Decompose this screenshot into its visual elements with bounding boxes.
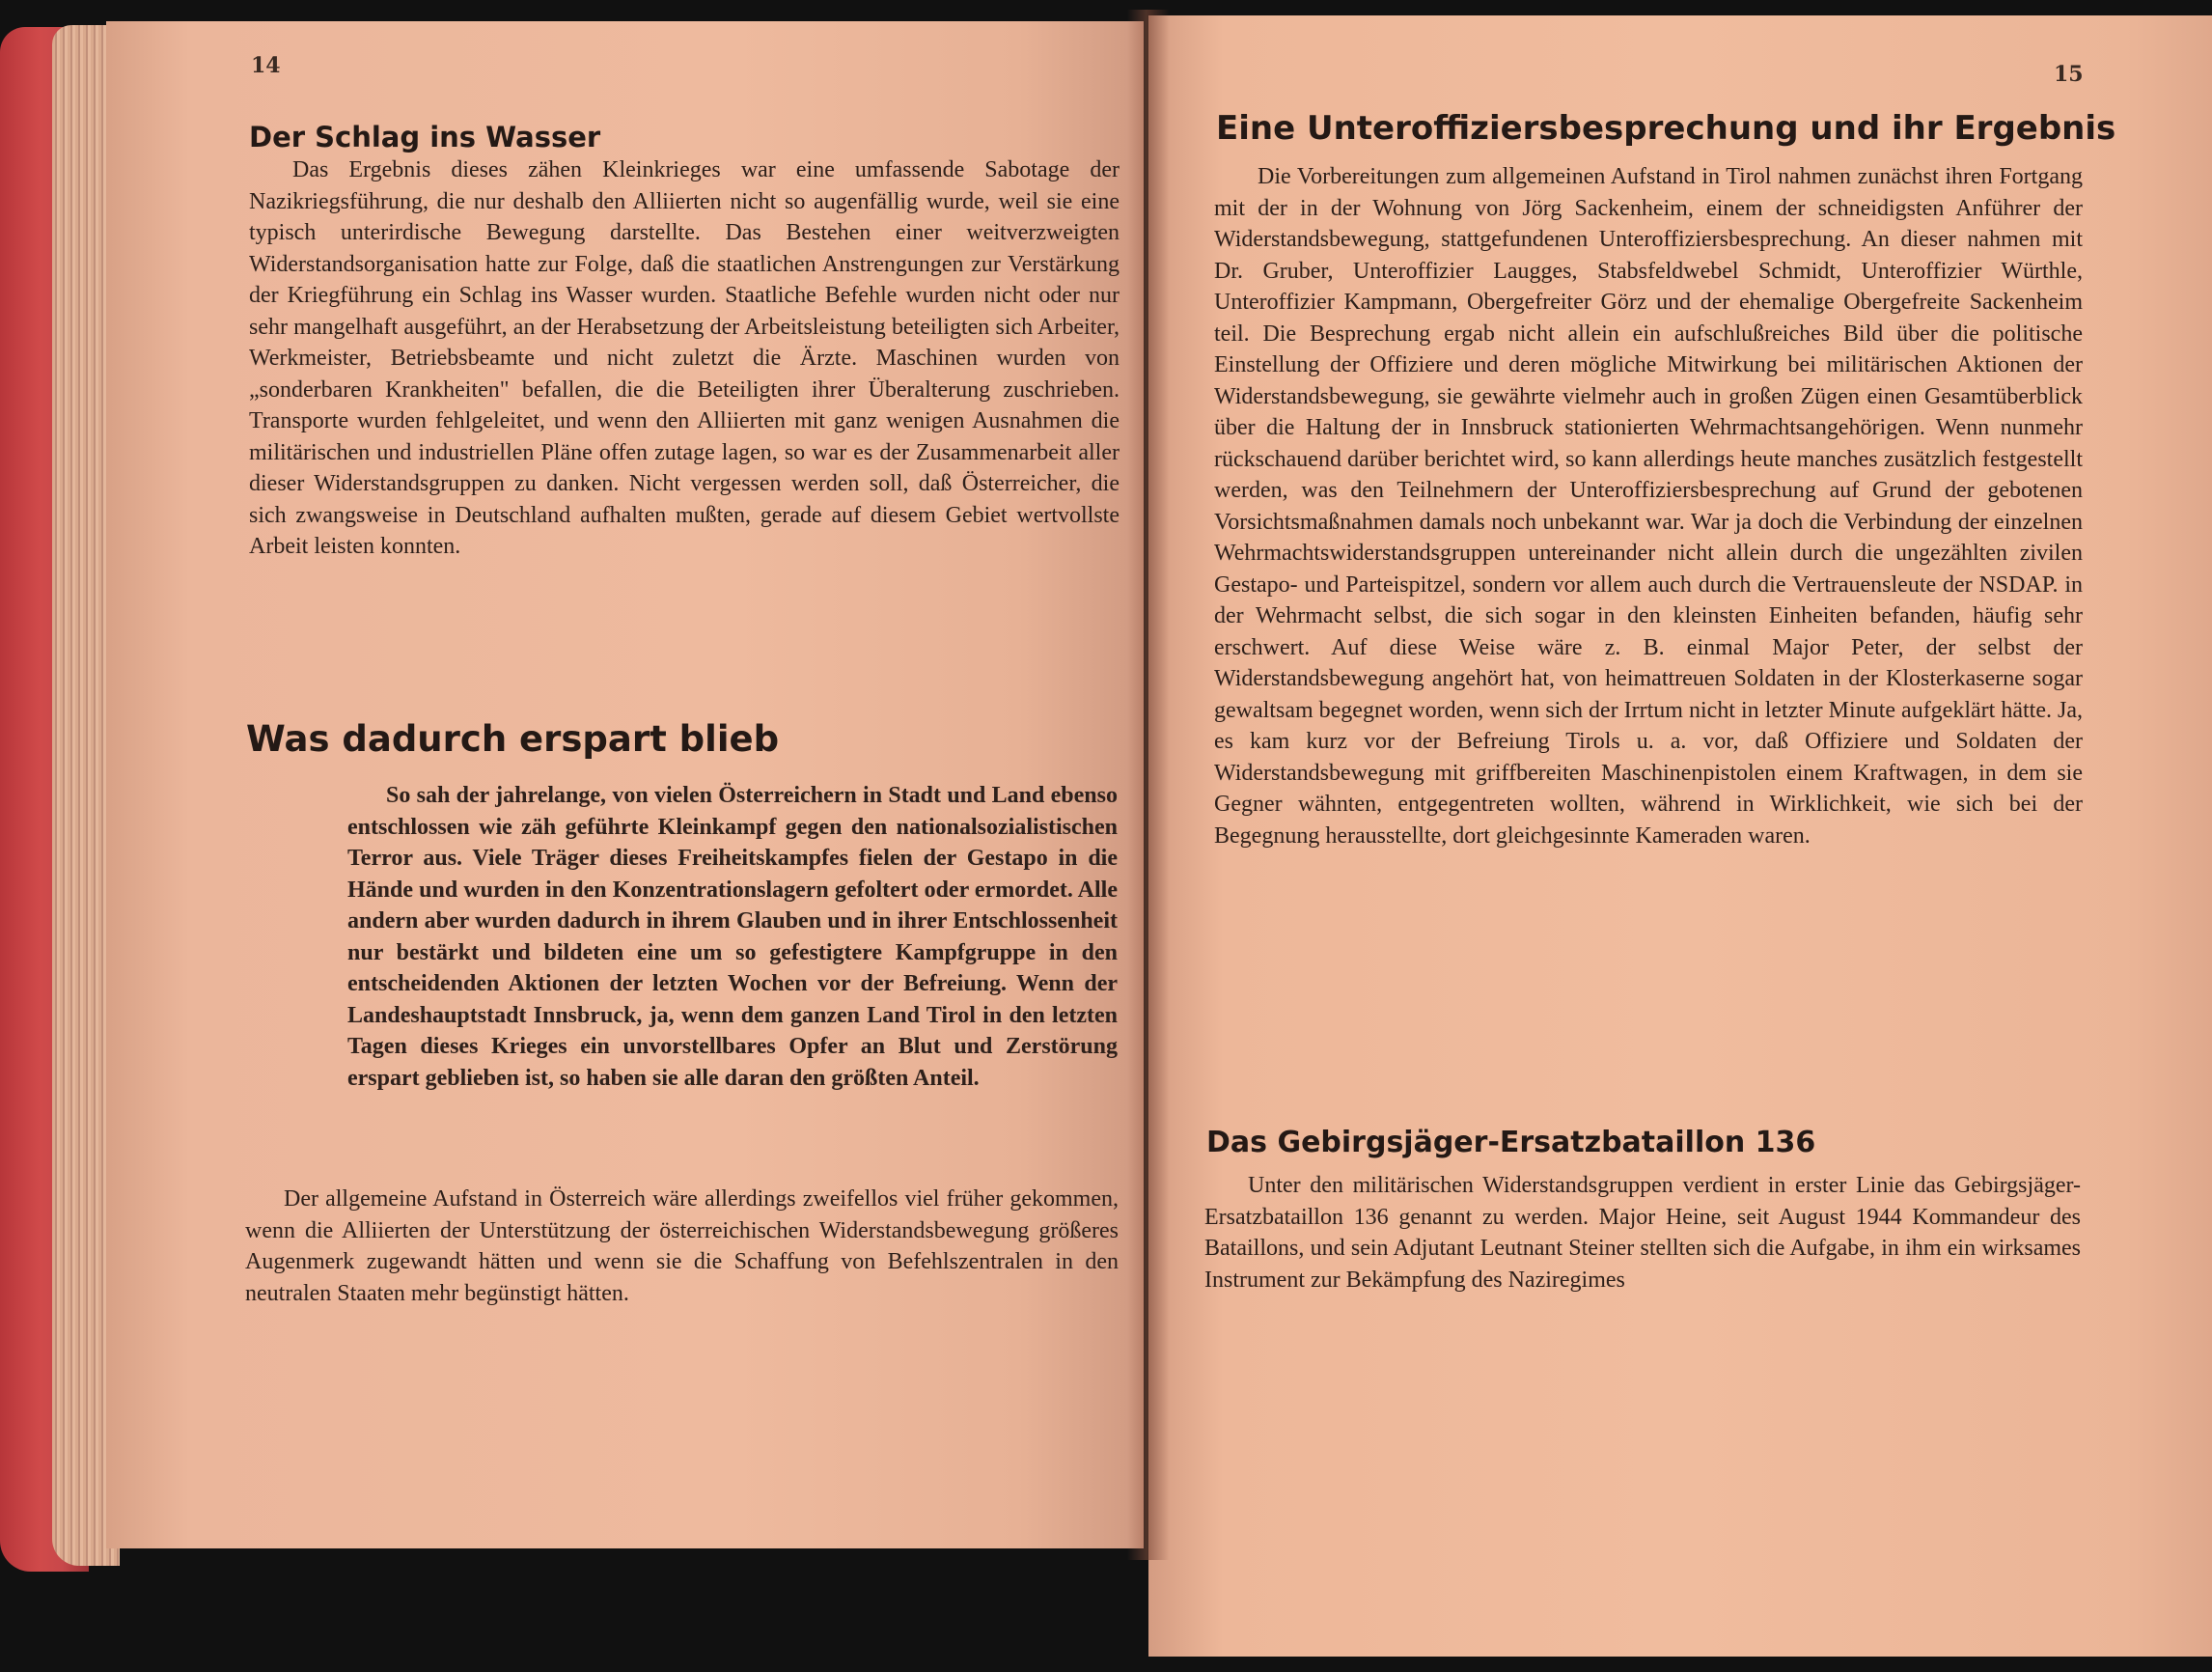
page-number-right: 15 [2054,62,2084,87]
paragraph-schlag-ins-wasser: Das Ergebnis dieses zähen Kleinkrieges war eine umfassende Sabotage der Nazikriegsführung, die nur deshalb den Alliierten nicht so augenfällig wurde, weil sie eine typisch unterirdische Bewegung darstellte. Das Bestehen einer weitverzweigten Widerstandsorganisation hatte zur Folge, daß die staatlichen Anstrengungen zur Verstärkung der Kriegführung ein Schlag ins Wasser wurden. Staatliche Befehle wurden nicht oder nur sehr mangelhaft ausgeführt, an der Herabsetzung der Arbeitsleistung beteiligten sich Arbeiter, Werkmeister, Betriebsbeamte und nicht zuletzt die Ärzte. Maschinen wurden von „sonderbaren Krankheiten" befallen, die die Beteiligten ihrer Überalterung zuschrieben. Transporte wurden fehlgeleitet, und wenn den Alliierten mit ganz wenigen Ausnahmen die militärischen und industriellen Pläne offen zutage lagen, so war es der Zusammenarbeit aller dieser Widerstandsgruppen zu danken. Nicht vergessen werden soll, daß Österreicher, die sich zwangsweise in Deutschland aufhalten mußten, gerade auf diesem Gebiet wertvollste Arbeit leisten konnten. [249,157,1120,559]
section-heading-unteroffiziersbesprechung: Eine Unteroffiziersbesprechung und ihr Ergebnis [1216,109,2116,148]
book-gutter [1127,10,1170,1560]
page-number-left: 14 [251,53,281,78]
section-heading-gebirgsjaeger-ersatzbataillon: Das Gebirgsjäger-Ersatzbataillon 136 [1206,1126,1816,1159]
paragraph-gebirgsjaeger: Unter den militärischen Widerstandsgruppen verdient in erster Linie das Gebirgsjäger-Ersatzbataillon 136 genannt zu werden. Major Heine, seit August 1944 Kommandeur des Bataillons, und sein Adjutant Leutnant Steiner stellten sich die Aufgabe, in ihm ein wirksames Instrument zur Bekämpfung des Naziregimes [1204,1173,2081,1293]
paragraph-unteroffiziersbesprechung: Die Vorbereitungen zum allgemeinen Aufstand in Tirol nahmen zunächst ihren Fortgang mit der in der Wohnung von Jörg Sackenheim, einem der schneidigsten Anführer der Widerstandsbewegung, stattgefundenen Unteroffiziersbesprechung. An dieser nahmen mit Dr. Gruber, Unteroffizier Laugges, Stabsfeldwebel Schmidt, Unteroffizier Würthle, Unteroffizier Kampmann, Obergefreiter Görz und der ehemalige Obergefreite Sackenheim teil. Die Besprechung ergab nicht allein ein aufschlußreiches Bild über die politische Einstellung der Offiziere und deren mögliche Mitwirkung bei militärischen Aktionen der Widerstandsbewegung, sie gewährte vielmehr auch in großen Zügen einen Gesamtüberblick über die Haltung der in Innsbruck stationierten Wehrmachtsangehörigen. Wenn nunmehr rückschauend darüber berichtet wird, so kann allerdings heute manches zusätzlich festgestellt werden, was den Teilnehmern der Unteroffiziersbesprechung auf Grund der gebotenen Vorsichtsmaßnahmen damals noch unbekannt war. War ja doch die Verbindung der einzelnen Wehrmachtswiderstandsgruppen untereinander nicht allein durch die ungezählten zivilen Gestapo- und Parteispitzel, sondern vor allem auch durch die Vertrauensleute der NSDAP. in der Wehrmacht selbst, die sich sogar in den kleinsten Einheiten befanden, häufig sehr erschwert. Auf diese Weise wäre z. B. einmal Major Peter, der selbst der Widerstandsbewegung angehört hat, von heimattreuen Soldaten in der Klosterkaserne sogar gewaltsam begegnet worden, wenn sich der Irrtum nicht in letzter Minute aufgeklärt hätte. Ja, es kam kurz vor der Befreiung Tirols u. a. vor, daß Offiziere und Soldaten der Widerstandsbewegung mit griffbereiten Maschinenpistolen einem Kraftwagen, in dem sie Gegner wähnten, entgegentreten wollten, während in Wirklichkeit, wie sich bei der Begegnung herausstellte, dort gleichgesinnte Kameraden waren. [1214,164,2083,849]
left-page [106,21,1144,1548]
section-heading-was-dadurch-erspart-blieb: Was dadurch erspart blieb [246,718,780,760]
section-heading-schlag-ins-wasser: Der Schlag ins Wasser [249,121,601,153]
right-page [1148,15,2212,1657]
paragraph-allgemeiner-aufstand: Der allgemeine Aufstand in Österreich wäre allerdings zweifellos viel früher gekommen, wenn die Alliierten der Unterstützung der österreichischen Widerstandsbewegung größeres Augenmerk zugewandt hätten und wenn sie die Schaffung von Befehlszentralen in den neutralen Staaten mehr begünstigt hätten. [245,1186,1119,1306]
paragraph-bold-kleinkampf: So sah der jahrelange, von vielen Österreichern in Stadt und Land ebenso entschlossen wie zäh geführte Kleinkampf gegen den nationalsozialistischen Terror aus. Viele Träger dieses Freiheitskampfes fielen der Gestapo in die Hände und wurden in den Konzentrationslagern gefoltert oder ermordet. Alle andern aber wurden dadurch in ihrem Glauben und in ihrer Entschlossenheit nur bestärkt und bildeten eine um so gefestigtere Kampfgruppe in den entscheidenden Aktionen der letzten Wochen vor der Befreiung. Wenn der Landeshauptstadt Innsbruck, ja, wenn dem ganzen Land Tirol in den letzten Tagen dieses Krieges ein unvorstellbares Opfer an Blut und Zerstörung erspart geblieben ist, so haben sie alle daran den größten Anteil. [347,783,1118,1091]
